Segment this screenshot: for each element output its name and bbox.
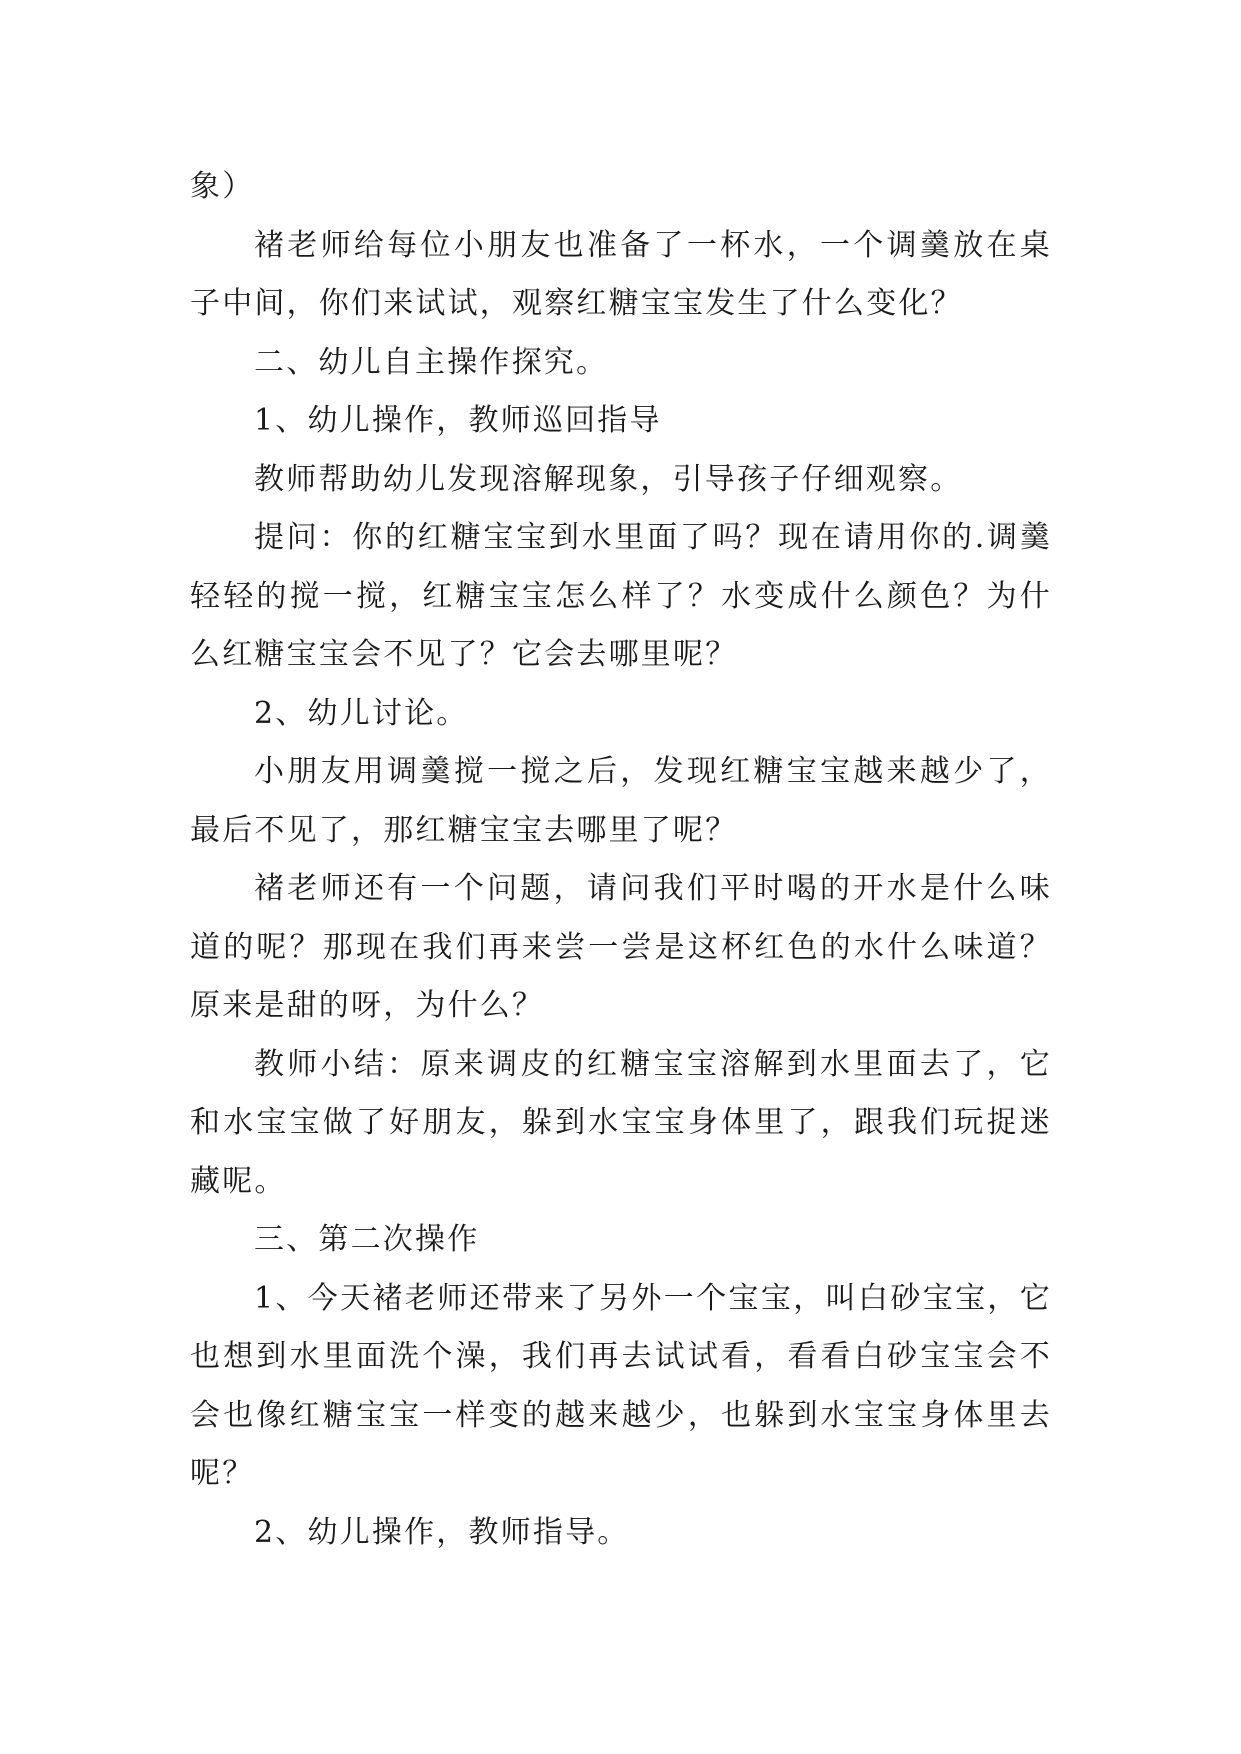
paragraph-taste-question: 褚老师还有一个问题，请问我们平时喝的开水是什么味道的呢？那现在我们再来尝一尝是这杯红色的水什么味道？原来是甜的呀，为什么？ xyxy=(190,871,1052,1023)
document-body xyxy=(190,158,1052,1562)
paragraph-sugar-disappears: 小朋友用调羹搅一搅之后，发现红糖宝宝越来越少了，最后不见了，那红糖宝宝去哪里了呢？ xyxy=(190,754,1052,848)
step-2-children-operate: 2、幼儿操作，教师指导。 xyxy=(254,1514,630,1550)
paragraph-questions: 提问：你的红糖宝宝到水里面了吗？现在请用你的.调羹轻轻的搅一搅，红糖宝宝怎么样了？水变成什么颜色？为什么红糖宝宝会不见了？它会去哪里呢？ xyxy=(190,520,1052,672)
section-heading-2: 二、幼儿自主操作探究。 xyxy=(254,344,609,380)
paragraph-continuation: 象） xyxy=(190,169,255,204)
section-heading-3: 三、第二次操作 xyxy=(254,1222,480,1257)
step-2-discussion: 2、幼儿讨论。 xyxy=(254,695,469,731)
paragraph-teacher-prepares-water: 褚老师给每位小朋友也准备了一杯水，一个调羹放在桌子中间，你们来试试，观察红糖宝宝发生了什么变化？ xyxy=(190,227,1052,321)
paragraph-teacher-summary: 教师小结：原来调皮的红糖宝宝溶解到水里面去了，它和水宝宝做了好朋友，躲到水宝宝身体里了，跟我们玩捉迷藏呢。 xyxy=(190,1046,1052,1199)
step-1-children-operate: 1、幼儿操作，教师巡回指导 xyxy=(254,403,662,438)
paragraph-discover-dissolving: 教师帮助幼儿发现溶解现象，引导孩子仔细观察。 xyxy=(254,461,963,497)
paragraph-white-sugar: 1、今天褚老师还带来了另外一个宝宝，叫白砂宝宝，它也想到水里面洗个澡，我们再去试试看，看看白砂宝宝会不会也像红糖宝宝一样变的越来越少，也躲到水宝宝身体里去呢？ xyxy=(190,1280,1052,1491)
